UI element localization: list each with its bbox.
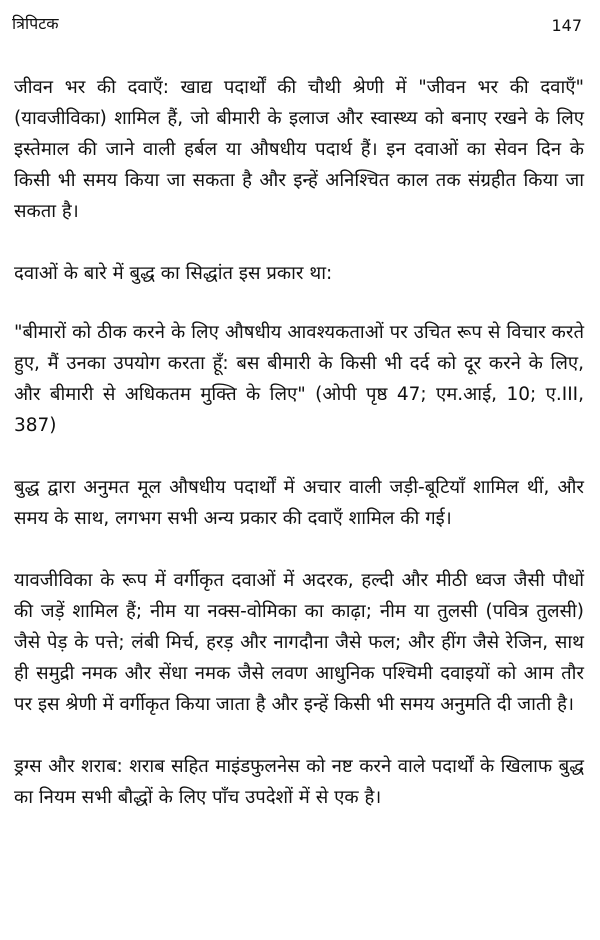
- page-header: [12, 8, 582, 36]
- page-body: [14, 72, 584, 844]
- page-number: 147: [551, 16, 582, 35]
- running-title: त्रिपिटक: [12, 14, 59, 33]
- paragraph-buddha-principle-intro: दवाओं के बारे में बुद्ध का सिद्धांत इस प्रकार था:: [14, 263, 333, 284]
- paragraph-yavajivika-list: यावजीविका के रूप में वर्गीकृत दवाओं में अदरक, हल्दी और मीठी ध्वज जैसी पौधों की जड़ें शामिल हैं; नीम या नक्स-वोमिका का काढ़ा; नीम या तुलसी (पवित्र तुलसी) जैसे पेड़ के पत्ते; लंबी मिर्च, हरड़ और नागदौना जैसे फल; और हींग जैसे रेजिन, साथ ही समुद्री नमक और सेंधा नमक जैसे लवण आधुनिक पश्चिमी दवाइयों को आम तौर पर इस श्रेणी में वर्गीकृत किया जाता है और इन्हें किसी भी समय अनुमति दी जाती है।: [14, 570, 584, 715]
- paragraph-lifetime-medicines: जीवन भर की दवाएँ: खाद्य पदार्थों की चौथी श्रेणी में "जीवन भर की दवाएँ" (यावजीविका) शामिल हैं, जो बीमारी के इलाज और स्वास्थ्य को बनाए रखने के लिए इस्तेमाल की जाने वाली हर्बल या औषधीय पदार्थ हैं। इन दवाओं का सेवन दिन के किसी भी समय किया जा सकता है और इन्हें अनिश्चित काल तक संग्रहीत किया जा सकता है।: [14, 77, 584, 222]
- paragraph-drugs-alcohol: ड्रग्स और शराब: शराब सहित माइंडफुलनेस को नष्ट करने वाले पदार्थों के खिलाफ बुद्ध का नियम सभी बौद्धों के लिए पाँच उपदेशों में से एक है।: [14, 756, 584, 808]
- paragraph-permitted-substances: बुद्ध द्वारा अनुमत मूल औषधीय पदार्थों में अचार वाली जड़ी-बूटियाँ शामिल थीं, और समय के साथ, लगभग सभी अन्य प्रकार की दवाएँ शामिल की गई।: [14, 477, 584, 529]
- paragraph-quotation: "बीमारों को ठीक करने के लिए औषधीय आवश्यकताओं पर उचित रूप से विचार करते हुए, मैं उनका उपयोग करता हूँ: बस बीमारी के किसी भी दर्द को दूर करने के लिए, और बीमारी से अधिकतम मुक्ति के लिए" (ओपी पृष्ठ 47; एम.आई, 10; ए.III, 387): [14, 322, 584, 436]
